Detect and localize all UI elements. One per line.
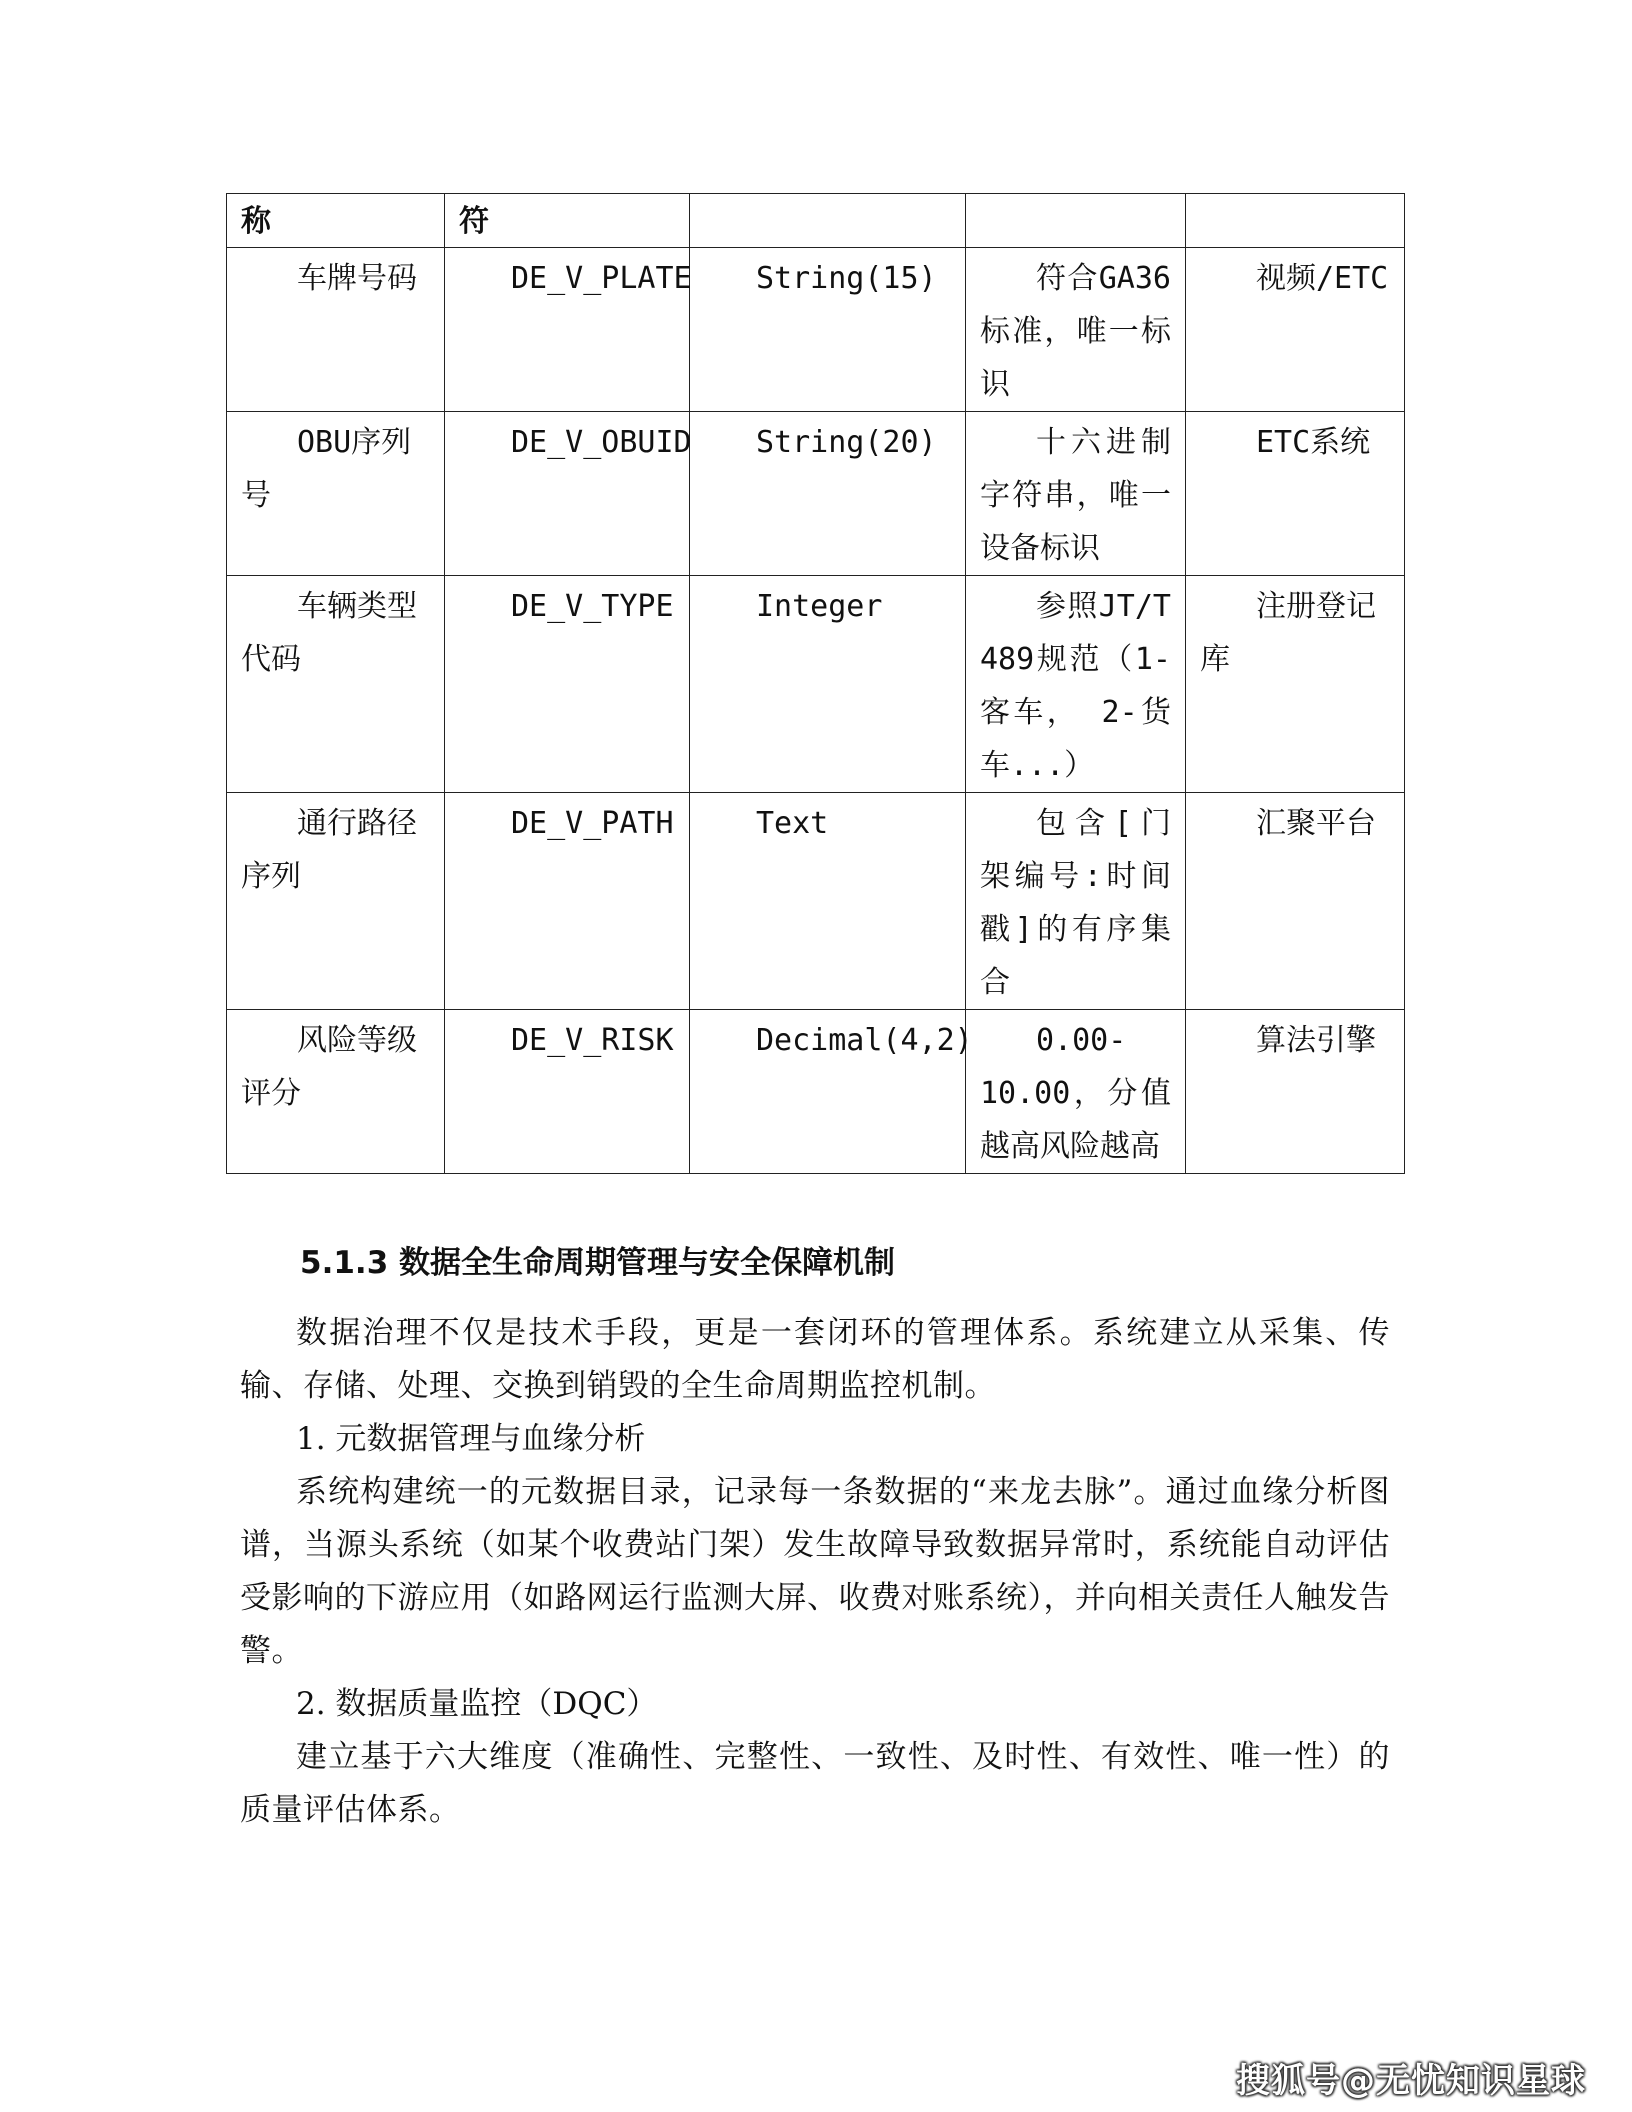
header-cell-4 [966,194,1186,248]
list-item-text-2: 建立基于六大维度（准确性、完整性、一致性、及时性、有效性、唯一性）的质量评估体系。 [240,1739,1390,1828]
table-row [227,793,1405,1010]
table-row [227,412,1405,576]
source-cell: 汇聚平台 [1186,793,1405,1010]
element-name-cell: 车辆类型代码 [227,576,445,793]
section-heading: 5.1.3 数据全生命周期管理与安全保障机制 [300,1245,896,1281]
header-cell-3 [690,194,966,248]
data-element-table [226,193,1405,1174]
description-cell: 包含[门架编号:时间戳]的有序集合 [966,793,1186,1010]
element-id-cell: DE_V_RISK [445,1010,690,1174]
table-row [227,248,1405,412]
source-cell: 注册登记库 [1186,576,1405,793]
source-cell: ETC系统 [1186,412,1405,576]
element-name-cell: OBU序列号 [227,412,445,576]
header-cell-1: 称 [227,194,445,248]
element-name-cell: 通行路径序列 [227,793,445,1010]
list-item-title-1: 1. 元数据管理与血缘分析 [296,1421,646,1457]
data-type-cell: String(20) [690,412,966,576]
table-row [227,576,1405,793]
element-name-cell: 车牌号码 [227,248,445,412]
source-cell: 视频/ETC [1186,248,1405,412]
header-cell-5 [1186,194,1405,248]
source-cell: 算法引擎 [1186,1010,1405,1174]
data-type-cell: Decimal(4,2) [690,1010,966,1174]
data-type-cell: Integer [690,576,966,793]
header-cell-2: 符 [445,194,690,248]
element-id-cell: DE_V_PATH [445,793,690,1010]
description-cell: 参照JT/T 489规范（1-客车， 2-货车...） [966,576,1186,793]
table-row [227,1010,1405,1174]
list-item-title-2: 2. 数据质量监控（DQC） [296,1686,658,1722]
description-cell: 0.00-10.00，分值越高风险越高 [966,1010,1186,1174]
element-id-cell: DE_V_OBUID [445,412,690,576]
intro-paragraph: 数据治理不仅是技术手段，更是一套闭环的管理体系。系统建立从采集、传输、存储、处理、交换到销毁的全生命周期监控机制。 [240,1315,1390,1404]
data-type-cell: Text [690,793,966,1010]
list-item-text-1: 系统构建统一的元数据目录，记录每一条数据的“来龙去脉”。通过血缘分析图谱，当源头系统（如某个收费站门架）发生故障导致数据异常时，系统能自动评估受影响的下游应用（如路网运行监测大屏、收费对账系统），并向相关责任人触发告警。 [240,1474,1390,1669]
element-id-cell: DE_V_TYPE [445,576,690,793]
element-name-cell: 风险等级评分 [227,1010,445,1174]
element-id-cell: DE_V_PLATE [445,248,690,412]
description-cell: 符合GA36标准，唯一标识 [966,248,1186,412]
table-header-row [227,194,1405,248]
watermark: 搜狐号@无忧知识星球 [1236,2061,1586,2101]
data-type-cell: String(15) [690,248,966,412]
description-cell: 十六进制字符串，唯一设备标识 [966,412,1186,576]
